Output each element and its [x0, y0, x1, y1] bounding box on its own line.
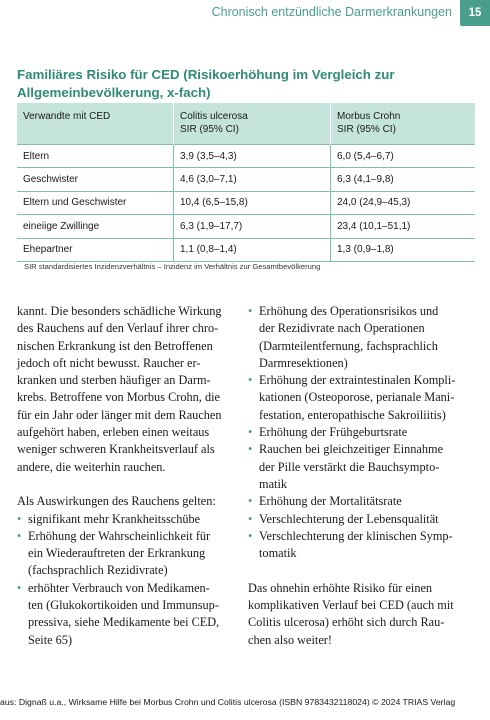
bullet-marker: •: [248, 528, 253, 543]
list-item-text: Verschlechterung der Lebensqualität: [259, 511, 439, 526]
text-line: andere, die weiterhin rauchen.: [17, 459, 166, 474]
header-sublabel: SIR (95% CI): [337, 124, 396, 135]
left-column: [17, 303, 245, 649]
bullet-marker: •: [248, 442, 253, 457]
text-line: des Rauchens auf den Verlauf ihrer chro-: [17, 321, 219, 336]
text-line: aufgehört haben, erleben einen weitaus: [17, 425, 210, 440]
cell-crohn: 24,0 (24,9–45,3): [331, 191, 476, 214]
bullet-marker: •: [17, 528, 22, 543]
table-row: [17, 191, 475, 214]
list-item: [248, 493, 476, 510]
header-label: Colitis ulcerosa: [180, 111, 248, 122]
bullet-marker: •: [248, 494, 253, 509]
cell-relatives: eineiige Zwillinge: [17, 215, 174, 238]
list-item-text: Erhöhung der Frühgeburtsrate: [259, 425, 408, 440]
text-line: jedoch oft nicht bewusst. Raucher er-: [17, 355, 201, 370]
bullet-marker: •: [248, 304, 253, 318]
list-item: [248, 511, 476, 528]
bullet-marker: •: [248, 373, 253, 388]
list-item-text: kationen (Osteoporose, perianale Mani-: [259, 390, 455, 405]
running-header: [0, 0, 490, 28]
chapter-title: Chronisch entzündliche Darmerkrankungen: [211, 5, 452, 19]
list-item: [17, 580, 245, 649]
list-item: [248, 424, 476, 441]
header-relatives: [17, 103, 174, 145]
bullet-marker: •: [248, 425, 253, 440]
cell-crohn: 6,3 (4,1–9,8): [331, 168, 476, 191]
list-item: [17, 511, 245, 528]
page-number: 15: [460, 0, 490, 26]
source-citation: aus: Dignaß u.a., Wirksame Hilfe bei Morbus Crohn und Colitis ulcerosa (ISBN 9783432118024) © 2024 TRIAS Verlag: [0, 697, 456, 707]
table-footnote: SIR standardisiertes Inzidenzverhältnis – Inzidenz im Verhältnis zur Gesamtbevölkerung: [24, 262, 321, 271]
list-item: [248, 303, 476, 372]
cell-crohn: 1,3 (0,9–1,8): [331, 238, 476, 261]
table-row: [17, 215, 475, 238]
list-item: [17, 528, 245, 580]
bullet-marker: •: [17, 580, 22, 595]
table-title-line: Allgemeinbevölkerung, x-fach): [17, 85, 211, 100]
text-line: für ein Jahr oder länger mit dem Rauchen: [17, 407, 222, 422]
cell-relatives: Eltern: [17, 145, 174, 168]
table-row: [17, 145, 475, 168]
cell-crohn: 6,0 (5,4–6,7): [331, 145, 476, 168]
list-item-text: der Rezidivrate nach Operationen: [259, 321, 425, 336]
list-item-text: ein Wiederauftreten der Erkrankung: [28, 546, 206, 561]
table-header-row: [17, 103, 475, 145]
cell-colitis: 3,9 (3,5–4,3): [174, 145, 331, 168]
text-line: krebs. Betroffene von Morbus Crohn, die: [17, 390, 220, 405]
list-item-text: Erhöhung der Wahrscheinlichkeit für: [28, 528, 211, 543]
header-sublabel: SIR (95% CI): [180, 124, 239, 135]
list-item-text: tomatik: [259, 546, 297, 561]
bullet-marker: •: [248, 511, 253, 526]
text-line: nischen Erkrankung ist den Betroffenen: [17, 338, 213, 353]
intro-paragraph: [17, 303, 245, 476]
text-line: chen also weiter!: [248, 632, 332, 647]
cell-colitis: 1,1 (0,8–1,4): [174, 238, 331, 261]
list-item-text: Rauchen bei gleichzeitiger Einnahme: [259, 442, 444, 457]
cell-colitis: 10,4 (6,5–15,8): [174, 191, 331, 214]
text-line: Colitis ulcerosa) erhöht sich durch Rau-: [248, 615, 445, 630]
cell-relatives: Geschwister: [17, 168, 174, 191]
list-item-text: der Pille verstärkt die Bauchsympto-: [259, 459, 440, 474]
text-line: kranken und sterben häufiger an Darm-: [17, 373, 211, 388]
list-item: [248, 528, 476, 563]
table-title: [17, 66, 457, 102]
list-item-text: (Darmteilentfernung, fachsprachlich: [259, 338, 438, 353]
list-item-text: matik: [259, 476, 288, 491]
list-item-text: festation, enteropathische Sakroiliitis): [259, 407, 446, 422]
cell-colitis: 6,3 (1,9–17,7): [174, 215, 331, 238]
list-item-text: pressiva, siehe Medikamente bei CED,: [28, 615, 220, 630]
header-label: Verwandte mit CED: [23, 111, 111, 122]
list-item-text: Erhöhung des Operationsrisikos und: [259, 304, 439, 318]
text-line: kannt. Die besonders schädliche Wirkung: [17, 304, 222, 318]
list-intro: Als Auswirkungen des Rauchens gelten:: [17, 494, 216, 509]
table-title-line: Familiäres Risiko für CED (Risikoerhöhung im Vergleich zur: [17, 67, 395, 82]
cell-relatives: Eltern und Geschwister: [17, 191, 174, 214]
text-line: Das ohnehin erhöhte Risiko für einen: [248, 580, 433, 595]
right-column: [248, 303, 476, 649]
header-label: Morbus Crohn: [337, 111, 401, 122]
list-item-text: Erhöhung der Mortalitätsrate: [259, 494, 402, 509]
list-item-text: Seite 65): [28, 632, 73, 647]
list-item: [248, 372, 476, 424]
list-item-text: signifikant mehr Krankheitsschübe: [28, 511, 201, 526]
header-colitis: [174, 103, 331, 145]
list-item: [248, 441, 476, 493]
risk-table: [17, 103, 475, 262]
table-row: [17, 238, 475, 261]
closing-paragraph: [248, 580, 476, 649]
list-item-text: Verschlechterung der klinischen Symp-: [259, 528, 453, 543]
list-item-text: ten (Glukokortikoiden und Immunsup-: [28, 598, 219, 613]
text-line: weniger schweren Krankheitsverlauf als: [17, 442, 215, 457]
cell-relatives: Ehepartner: [17, 238, 174, 261]
list-item-text: Darmresektionen): [259, 355, 348, 370]
table-row: [17, 168, 475, 191]
bullet-marker: •: [17, 511, 22, 526]
list-item-text: Erhöhung der extraintestinalen Kompli-: [259, 373, 456, 388]
text-line: komplikativen Verlauf bei CED (auch mit: [248, 598, 454, 613]
list-item-text: erhöhter Verbrauch von Medikamen-: [28, 580, 210, 595]
cell-colitis: 4,6 (3,0–7,1): [174, 168, 331, 191]
cell-crohn: 23,4 (10,1–51,1): [331, 215, 476, 238]
list-item-text: (fachsprachlich Rezidivrate): [28, 563, 168, 578]
header-crohn: [331, 103, 476, 145]
